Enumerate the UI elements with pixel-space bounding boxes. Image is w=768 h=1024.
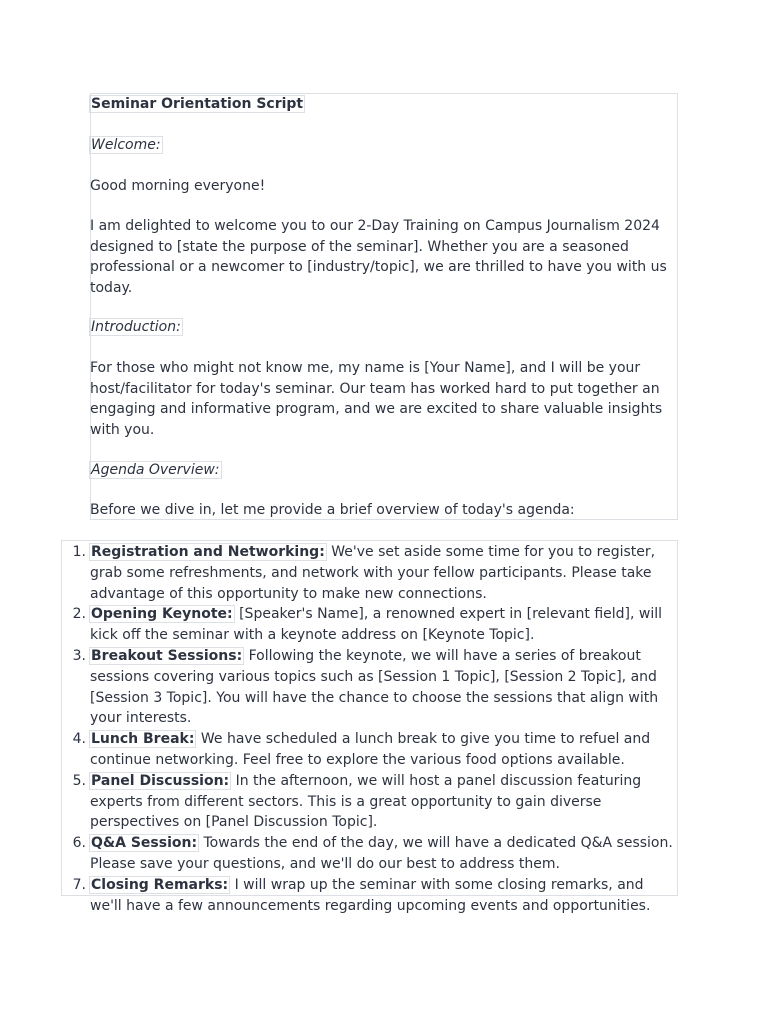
agenda-item-label: Opening Keynote: xyxy=(91,606,233,623)
agenda-item-number: 4. xyxy=(72,731,86,748)
agenda-item-text: We have scheduled a lunch break to give you time to refuel and continue networking. Feel free to explore the various food options available. xyxy=(90,731,651,768)
welcome-heading: Welcome: xyxy=(91,137,161,153)
agenda-item-text: Towards the end of the day, we will have a dedicated Q&A session. Please save your questions, and we'll do our best to address them. xyxy=(90,835,673,872)
agenda-item-number: 5. xyxy=(72,772,86,789)
agenda-item-number: 1. xyxy=(72,544,86,560)
agenda-heading-line xyxy=(90,460,676,481)
agenda-heading: Agenda Overview: xyxy=(91,462,220,478)
agenda-item xyxy=(72,833,676,875)
agenda-intro: Before we dive in, let me provide a brief overview of today's agenda: xyxy=(90,502,575,518)
greeting: Good morning everyone! xyxy=(90,178,266,194)
agenda-item-text: I will wrap up the seminar with some closing remarks, and we'll have a few announcements regarding upcoming events and opportunities. xyxy=(90,876,651,914)
document-title: Seminar Orientation Script xyxy=(91,96,304,112)
agenda-item xyxy=(72,729,676,771)
agenda-item xyxy=(72,771,676,833)
agenda-item xyxy=(72,604,676,646)
welcome-heading-line xyxy=(90,135,676,156)
agenda-item-text: [Speaker's Name], a renowned expert in [relevant field], will kick off the seminar with a keynote address on [Keynote Topic]. xyxy=(90,606,663,644)
agenda-item-label: Registration and Networking: xyxy=(91,544,325,560)
agenda-item-number: 2. xyxy=(72,606,86,623)
agenda-item xyxy=(72,646,676,729)
welcome-paragraph: I am delighted to welcome you to our 2-Day Training on Campus Journalism 2024 designed to [state the purpose of the seminar]. Whether you are a seasoned professional or a newcomer to [industry/topic], we are thrilled to have you with us today. xyxy=(90,218,667,296)
agenda-item-label: Breakout Sessions: xyxy=(91,647,243,664)
agenda-item-text: Following the keynote, we will have a series of breakout sessions covering various topics such as [Session 1 Topic], [Session 2 Topic], and [Session 3 Topic]. You will have the chance to choose the sessions that align with your interests. xyxy=(90,647,659,727)
agenda-item-text: In the afternoon, we will host a panel discussion featuring experts from different sectors. This is a great opportunity to gain diverse perspectives on [Panel Discussion Topic]. xyxy=(90,772,642,831)
agenda-item-text: We've set aside some time for you to register, grab some refreshments, and network with your fellow participants. Please take advantage of this opportunity to make new connections. xyxy=(90,544,656,602)
agenda-item xyxy=(72,542,676,604)
agenda-item-label: Lunch Break: xyxy=(91,731,195,748)
introduction-paragraph: For those who might not know me, my name is [Your Name], and I will be your host/facilitator for today's seminar. Our team has worked hard to put together an engaging and informative program, and we are excited to share valuable insights with you. xyxy=(90,360,663,438)
intro-section-box xyxy=(90,93,678,520)
introduction-heading-line xyxy=(90,317,676,338)
agenda-list xyxy=(72,542,676,916)
introduction-heading: Introduction: xyxy=(91,319,181,335)
agenda-item-label: Closing Remarks: xyxy=(91,876,229,893)
agenda-item xyxy=(72,875,676,917)
document-title-line xyxy=(90,94,676,115)
agenda-item-number: 7. xyxy=(72,876,86,893)
agenda-item-label: Q&A Session: xyxy=(91,835,198,852)
agenda-item-number: 3. xyxy=(72,647,86,664)
agenda-item-number: 6. xyxy=(72,835,86,852)
agenda-item-label: Panel Discussion: xyxy=(91,772,230,789)
